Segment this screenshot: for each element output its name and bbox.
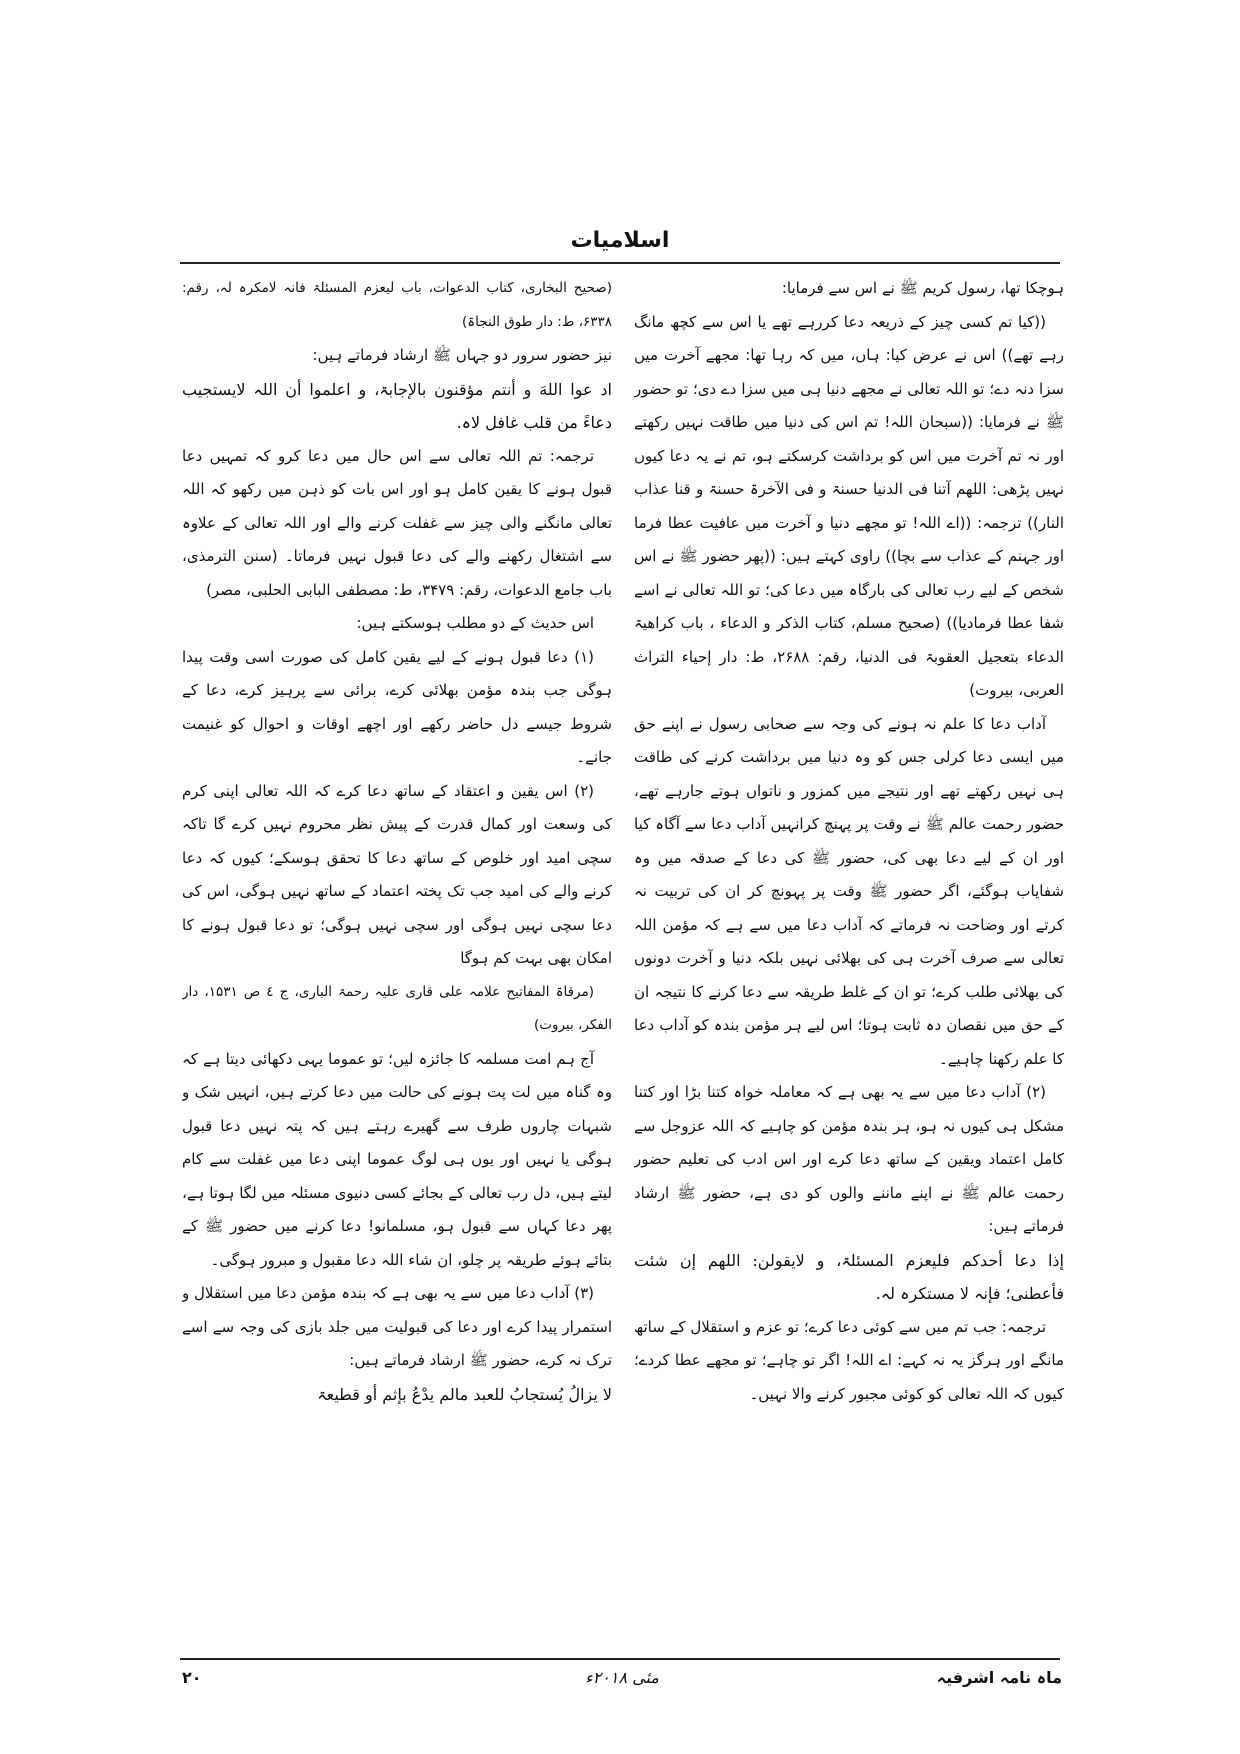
paragraph: (۱) دعا قبول ہونے کے لیے یقین کامل کی صورت اسی وقت پیدا ہوگی جب بندہ مؤمن بھلائی کرے، برائی سے پرہیز کرے، دعا کے شروط جیسے دل حاضر رکھے اور اچھے اوقات و احوال کو غنیمت جانے۔	[182, 647, 612, 766]
reference: (صحیح البخاری، کتاب الدعوات، باب لیعزم المسئلۃ فانہ لامکرہ لہ، رقم: ۶۳۳۸، ط: دار طوق النجاۃ)	[182, 280, 612, 330]
arabic-hadith: اد عوا اللهَ و أنتم مؤقنون بالإجابۃ، و اعلموا أن اللہ لایستجیب دعاءً من قلب غافل لاہ.	[182, 379, 612, 432]
paragraph: آداب دعا کا علم نہ ہونے کی وجہ سے صحابی رسول نے اپنے حق میں ایسی دعا کرلی جس کو وہ دنیا میں برداشت کرنے کی طاقت ہی نہیں رکھتے تھے اور نتیجے میں کمزور و ناتواں ہوتے جارہے تھے، حضور رحمت عالم ﷺ نے وقت پر پہنچ کرانہیں آداب دعا سے آگاہ کیا اور ان کے لیے دعا بھی کی، حضور ﷺ کی دعا کے صدقہ میں وہ شفایاب ہوگئے، اگر حضور ﷺ وقت پر پہونچ کر ان کی تربیت نہ کرتے اور وضاحت نہ فرماتے کہ آداب دعا میں سے ہے کہ مؤمن اللہ تعالی سے صرف آخرت ہی کی بھلائی نہیں بلکہ دنیا و آخرت دونوں کی بھلائی طلب کرے؛ تو ان کے غلط طریقہ سے دعا کرنے کا نتیجہ ان کے حق میں نقصان دہ ثابت ہوتا؛ اس لیے ہر مؤمن بندہ کو آداب دعا کا علم رکھنا چاہیے۔	[634, 714, 1064, 1068]
page-header-title: اسلامیات	[570, 228, 670, 253]
right-column	[634, 272, 1064, 1648]
arabic-hadith: لا یزالُ یُستجابُ للعبد مالم یدْعُ بإثم أو قطیعۃ	[317, 1384, 612, 1404]
arabic-hadith: إذا دعا أحدکم فلیعزم المسئلۃ، و لایقولن: اللھم إن شئت فأعطنی؛ فإنہ لا مستکرہ لہ.	[634, 1250, 1064, 1303]
paragraph: نیز حضور سرور دو جہاں ﷺ ارشاد فرماتے ہیں:	[312, 346, 612, 364]
paragraph: ترجمہ: تم اللہ تعالی سے اس حال میں دعا کرو کہ تمہیں دعا قبول ہونے کا یقین کامل ہو اور اس بات کو ذہن میں رکھو کہ اللہ تعالی مانگنے والی چیز سے غفلت کرنے والے اور اللہ تعالی کے علاوہ سے اشتغال رکھنے والے کی دعا قبول نہیں فرماتا۔ (سنن الترمذی، باب جامع الدعوات، رقم: ۳۴۷۹، ط: مصطفی البابی الحلبی، مصر)	[182, 446, 612, 599]
paragraph: (۲) آداب دعا میں سے یہ بھی ہے کہ معاملہ خواہ کتنا بڑا اور کتنا مشکل ہی کیوں نہ ہو، ہر بندہ مؤمن کو چاہیے کہ اللہ عزوجل سے کامل اعتماد ویقین کے ساتھ دعا کرے اور اس ادب کی تعلیم حضور رحمت عالم ﷺ نے اپنے ماننے والوں کو دی ہے، حضور ﷺ ارشاد فرماتے ہیں:	[634, 1083, 1064, 1235]
footer-divider	[180, 1658, 1060, 1660]
reference: (مرقاۃ المفاتیح علامہ علی قاری علیہ رحمۃ الباری، ج ٤ ص ۱۵۳۱، دار الفکر، بیروت)	[182, 983, 612, 1033]
issue-date: مئی ۲۰۱۸ء	[585, 1668, 659, 1687]
paragraph: اس حدیث کے دو مطلب ہوسکتے ہیں:	[356, 614, 594, 632]
magazine-name: ماہ نامہ اشرفیہ	[936, 1668, 1062, 1687]
page-number: ۲۰	[182, 1668, 202, 1687]
paragraph: ((کیا تم کسی چیز کے ذریعہ دعا کررہے تھے یا اس سے کچھ مانگ رہے تھے)) اس نے عرض کیا: ہاں، میں کہ رہا تھا: مجھے آخرت میں سزا دنہ دے؛ تو اللہ تعالی نے مجھے دنیا ہی میں سزا دے دی؛ تو حضور ﷺ نے فرمایا: ((سبحان اللہ! تم اس کی دنیا میں طاقت نہیں رکھتے اور نہ تم آخرت میں اس کو برداشت کرسکتے ہو، تم نے یہ دعا کیوں نہیں پڑھی: اللھم آتنا فی الدنیا حسنۃ و فی الآخرۃ حسنۃ و قنا عذاب النار)) ترجمہ: ((اے اللہ! تو مجھے دنیا و آخرت میں عافیت عطا فرما اور جہنم کے عذاب سے بچا)) راوی کہتے ہیں: ((پھر حضور ﷺ نے اس شخص کے لیے رب تعالی کی بارگاہ میں دعا کی؛ تو اللہ تعالی نے اسے شفا عطا فرمادیا)) (صحیح مسلم، کتاب الذکر و الدعاء ، باب کراھیۃ الدعاء بتعجیل العقوبۃ فی الدنیا، رقم: ۲۶۸۸، ط: دار إحیاء التراث العربی، بیروت)	[634, 312, 1064, 699]
paragraph: آج ہم امت مسلمہ کا جائزہ لیں؛ تو عموما یہی دکھائی دیتا ہے کہ وہ گناہ میں لت پت ہونے کی حالت میں دعا کرتے ہیں، انہیں شک و شبہات چاروں طرف سے گھیرے رہتے ہیں کہ پتہ نہیں دعا قبول ہوگی یا نہیں اور یوں ہی لوگ عموما اپنی دعا میں غفلت سے کام لیتے ہیں، دل رب تعالی کے بجائے کسی دنیوی مسئلہ میں لگا ہوتا ہے، پھر دعا کہاں سے قبول ہو، مسلمانو! دعا کرنے میں حضور ﷺ کے بتائے ہوئے طریقہ پر چلو، ان شاء اللہ دعا مقبول و مبرور ہوگی۔	[182, 1049, 612, 1269]
paragraph: ہوچکا تھا، رسول کریم ﷺ نے اس سے فرمایا:	[781, 279, 1064, 297]
header-divider	[180, 262, 1060, 264]
left-column	[182, 272, 612, 1648]
page-footer	[182, 1668, 1062, 1698]
paragraph: ترجمہ: جب تم میں سے کوئی دعا کرے؛ تو عزم و استقلال کے ساتھ مانگے اور ہرگز یہ نہ کہے: اے اللہ! اگر تو چاہے؛ تو مجھے عطا کردے؛ کیوں کہ اللہ تعالی کو کوئی مجبور کرنے والا نہیں۔	[634, 1317, 1064, 1403]
paragraph: (۲) اس یقین و اعتقاد کے ساتھ دعا کرے کہ اللہ تعالی اپنی کرم کی وسعت اور کمال قدرت کے پیش نظر محروم نہیں کرے گا تاکہ سچی امید اور خلوص کے ساتھ دعا کا تحقق ہوسکے؛ کیوں کہ دعا کرنے والے کی امید جب تک پختہ اعتماد کے ساتھ نہیں ہوگی، اس کی دعا سچی نہیں ہوگی اور سچی نہیں ہوگی؛ تو دعا قبول ہونے کا امکان بھی بہت کم ہوگا	[182, 781, 612, 967]
paragraph: (۳) آداب دعا میں سے یہ بھی ہے کہ بندہ مؤمن دعا میں استقلال و استمرار پیدا کرے اور دعا کی قبولیت میں جلد بازی کی وجہ سے اسے ترک نہ کرے، حضور ﷺ ارشاد فرماتے ہیں:	[182, 1284, 612, 1369]
